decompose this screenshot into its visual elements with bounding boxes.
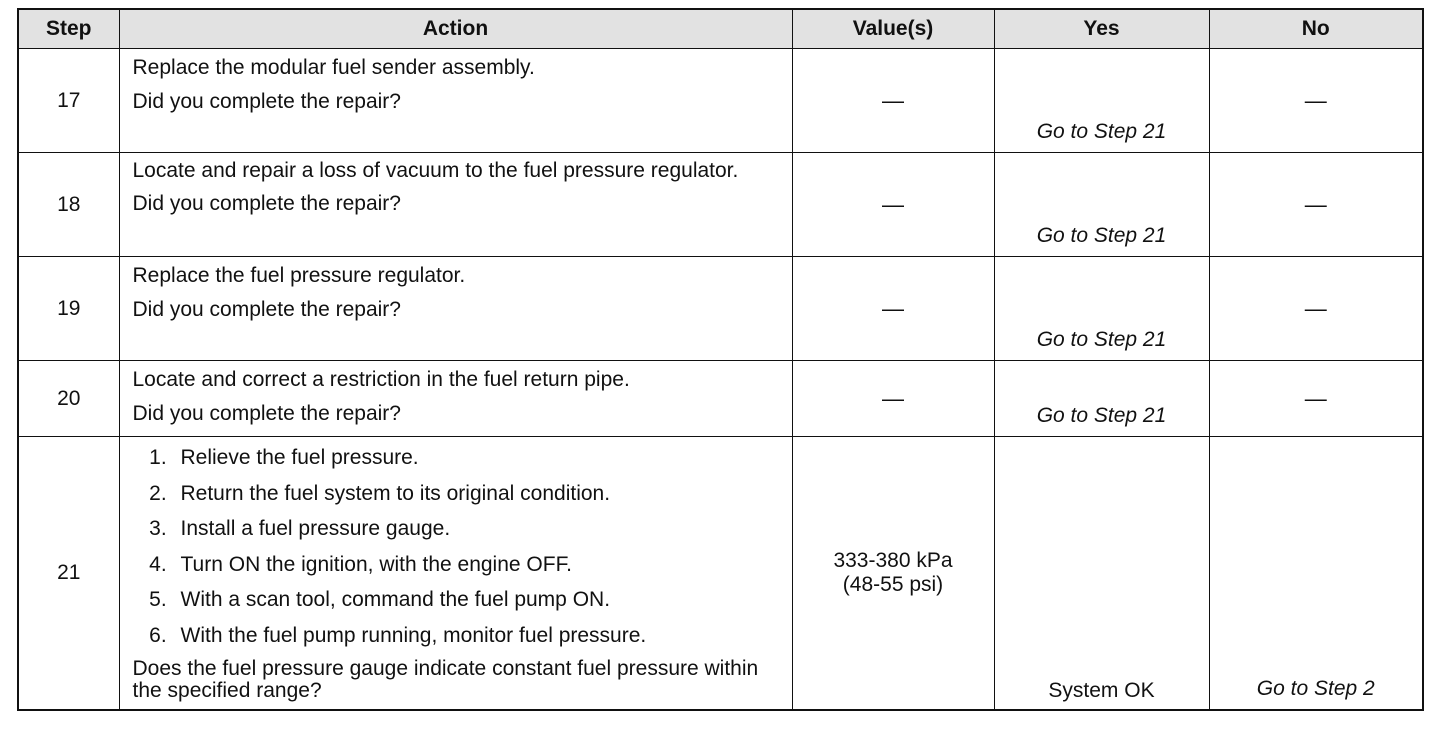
header-step: Step <box>18 9 119 49</box>
action-cell <box>119 361 792 437</box>
value-cell: — <box>792 153 994 257</box>
action-cell <box>119 153 792 257</box>
yes-cell: Go to Step 21 <box>994 361 1209 437</box>
action-instruction: Locate and correct a restriction in the fuel return pipe. <box>132 368 630 392</box>
procedure-list <box>133 445 782 649</box>
header-values: Value(s) <box>792 9 994 49</box>
action-question: Did you complete the repair? <box>132 90 401 113</box>
procedure-step: 2. Return the fuel system to its original condition. <box>173 481 782 507</box>
action-question: Does the fuel pressure gauge indicate constant fuel pressure within the specified range? <box>132 657 759 703</box>
header-row <box>18 9 1423 49</box>
yes-cell: Go to Step 21 <box>994 153 1209 257</box>
diagnostic-table <box>17 8 1424 711</box>
value-cell <box>792 437 994 710</box>
yes-cell: System OK <box>994 437 1209 710</box>
value-cell: — <box>792 257 994 361</box>
action-question: Did you complete the repair? <box>132 298 401 322</box>
value-cell: — <box>792 49 994 153</box>
action-cell <box>119 257 792 361</box>
step-number: 19 <box>18 257 119 361</box>
procedure-step: 3. Install a fuel pressure gauge. <box>173 516 782 542</box>
step-number: 17 <box>18 49 119 153</box>
header-action: Action <box>119 9 792 49</box>
step-number: 18 <box>18 153 119 257</box>
action-instruction: Replace the fuel pressure regulator. <box>132 264 466 288</box>
table-row <box>18 49 1423 153</box>
step-number: 20 <box>18 361 119 437</box>
yes-cell: Go to Step 21 <box>994 257 1209 361</box>
table-row <box>18 153 1423 257</box>
table-row <box>18 257 1423 361</box>
action-cell <box>119 437 792 710</box>
value-cell: — <box>792 361 994 437</box>
action-cell <box>119 49 792 153</box>
procedure-step: 6. With the fuel pump running, monitor fuel pressure. <box>173 623 782 649</box>
pressure-kpa: 333-380 kPa <box>833 549 953 573</box>
no-cell: — <box>1209 153 1423 257</box>
action-question: Did you complete the repair? <box>132 402 401 426</box>
procedure-step: 1. Relieve the fuel pressure. <box>173 445 782 471</box>
header-no: No <box>1209 9 1423 49</box>
table-row <box>18 437 1423 710</box>
no-cell: — <box>1209 361 1423 437</box>
yes-cell: Go to Step 21 <box>994 49 1209 153</box>
action-instruction: Replace the modular fuel sender assembly. <box>132 56 535 79</box>
pressure-psi: (48-55 psi) <box>842 573 944 597</box>
table-row <box>18 361 1423 437</box>
no-cell: — <box>1209 49 1423 153</box>
action-question: Did you complete the repair? <box>132 192 401 216</box>
no-cell: — <box>1209 257 1423 361</box>
action-instruction: Locate and repair a loss of vacuum to the fuel pressure regulator. <box>132 159 739 183</box>
step-number: 21 <box>18 437 119 710</box>
procedure-step: 5. With a scan tool, command the fuel pump ON. <box>173 587 782 613</box>
procedure-step: 4. Turn ON the ignition, with the engine OFF. <box>173 552 782 578</box>
header-yes: Yes <box>994 9 1209 49</box>
no-cell: Go to Step 2 <box>1209 437 1423 710</box>
